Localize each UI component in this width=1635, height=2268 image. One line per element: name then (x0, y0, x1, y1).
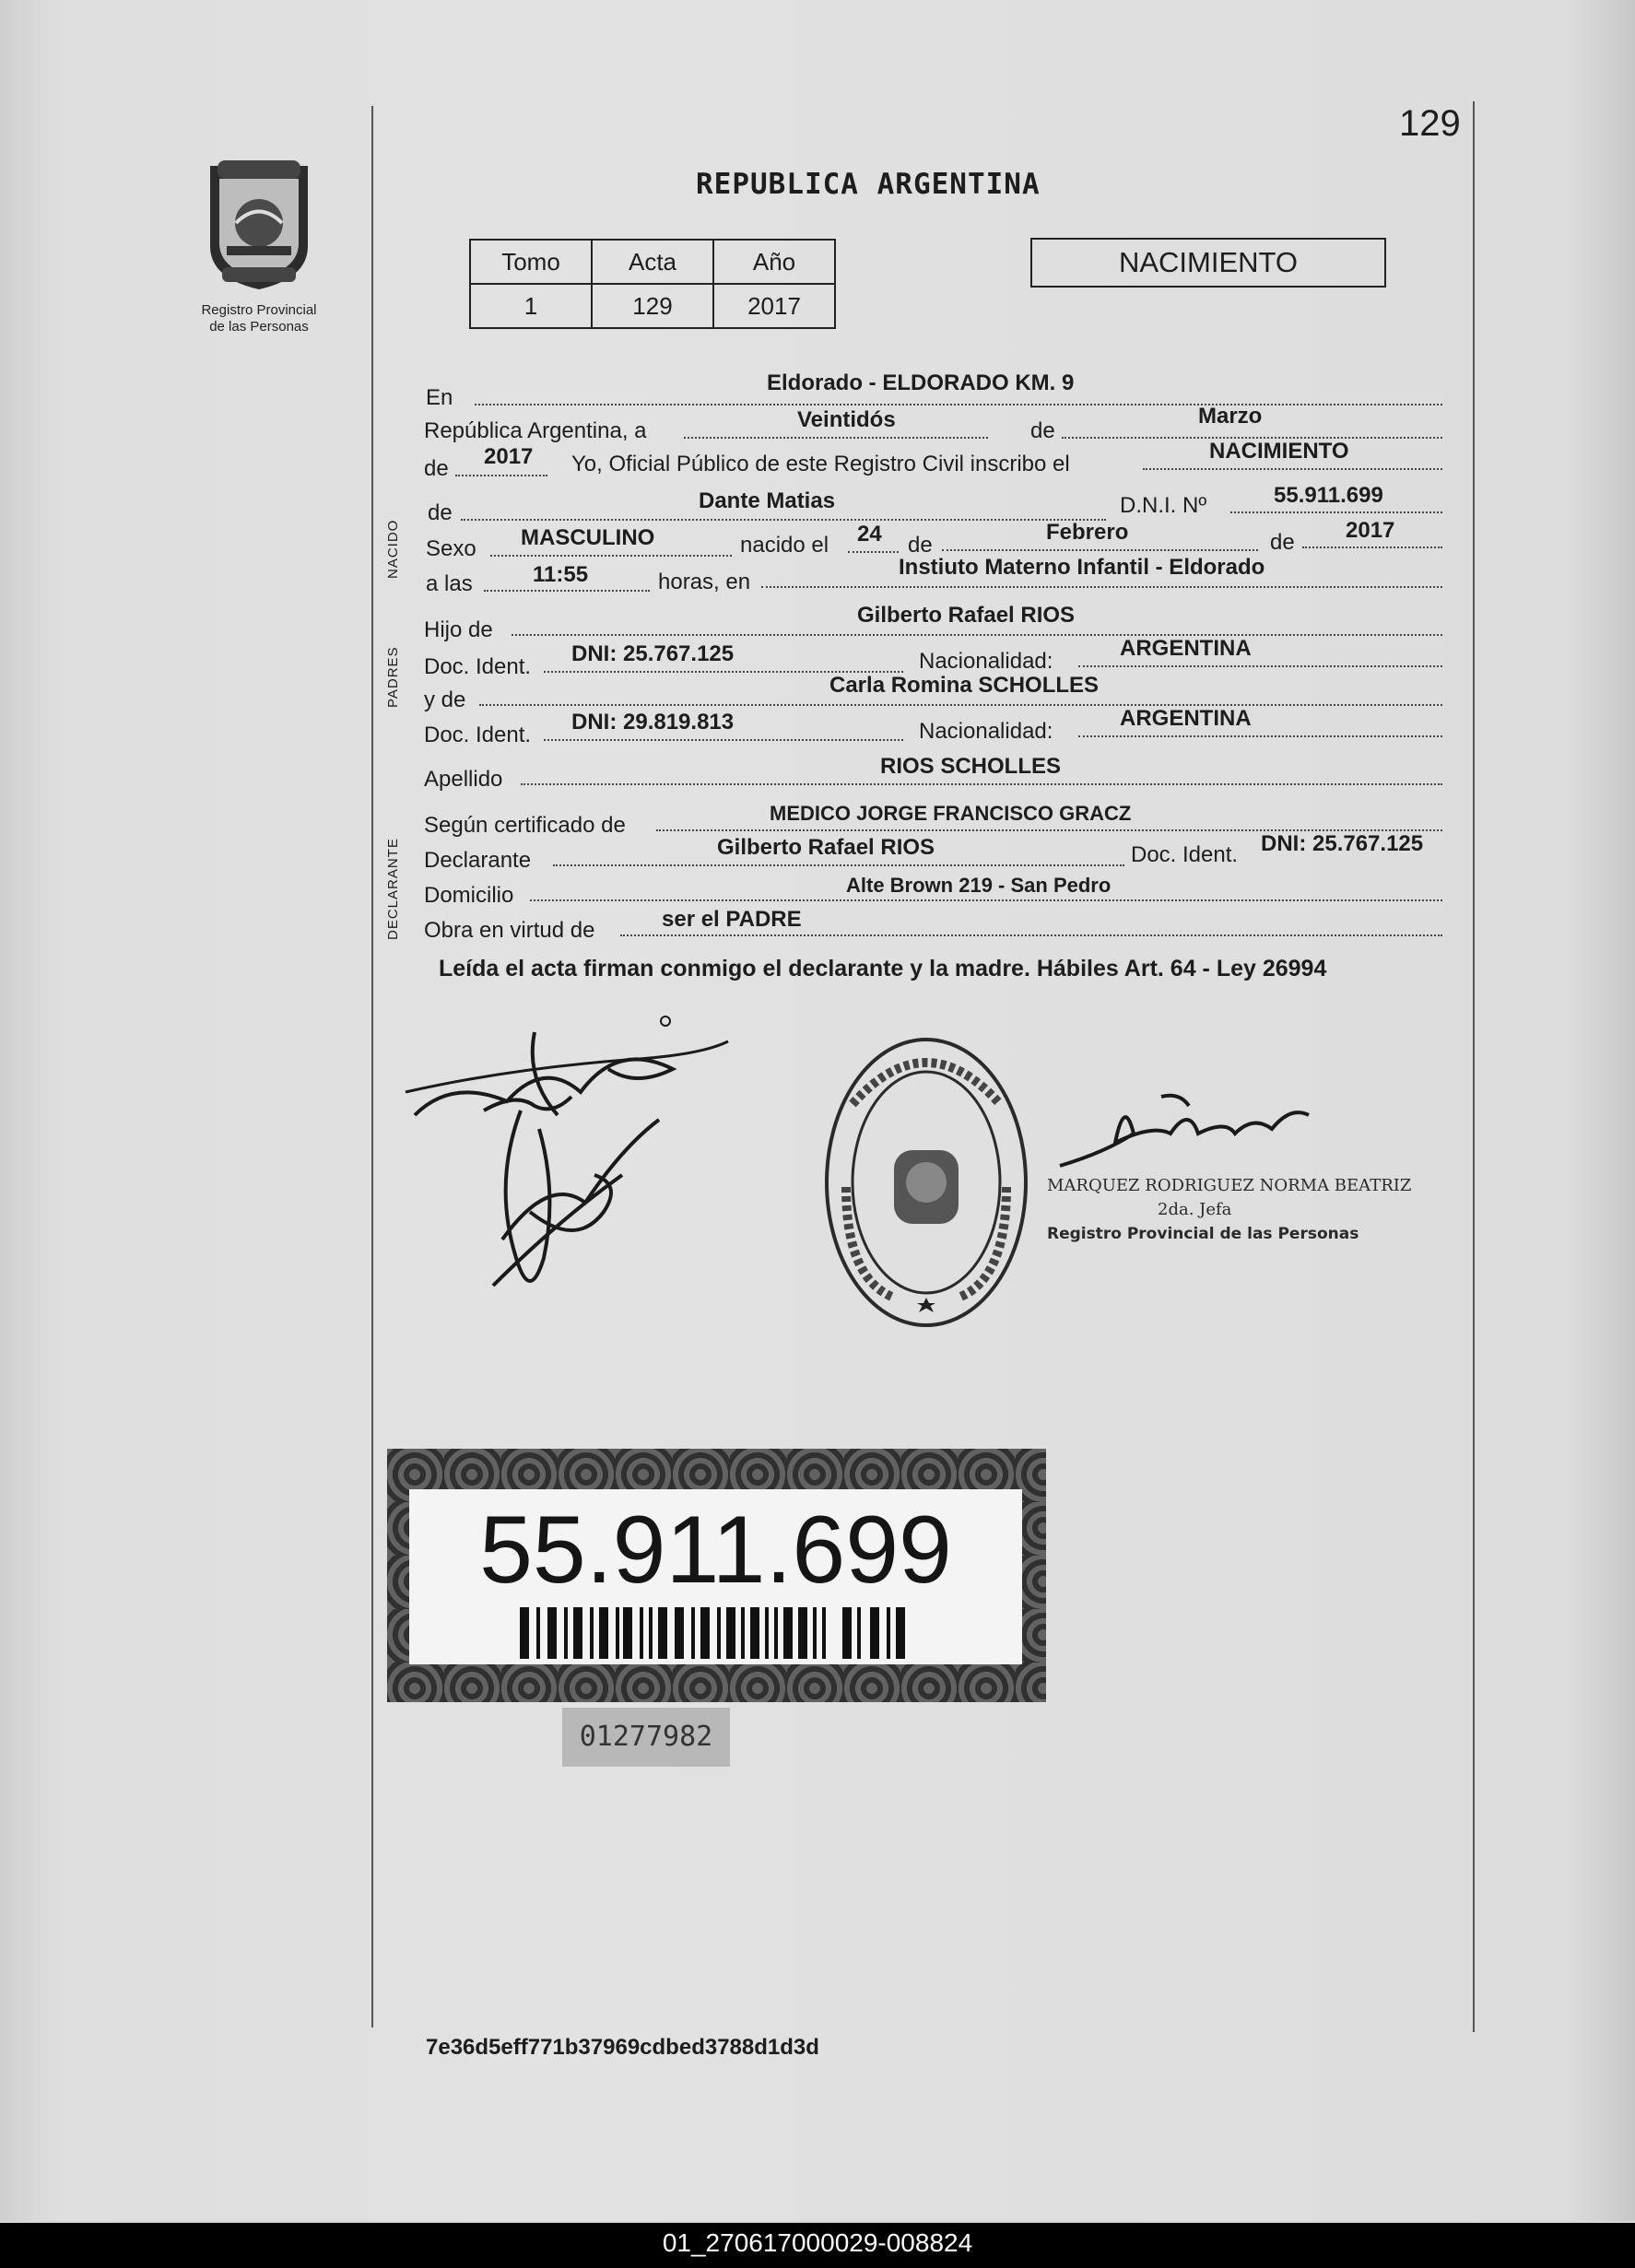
value-name: Dante Matias (699, 488, 836, 513)
label-y-de: y de (424, 687, 466, 712)
left-margin-line (371, 106, 373, 2027)
value-address: Alte Brown 219 - San Pedro (846, 874, 1112, 897)
label-domicilio: Domicilio (424, 883, 514, 908)
dotted-line (484, 590, 650, 592)
label-hijo-de: Hijo de (424, 617, 493, 642)
value-surname: RIOS SCHOLLES (880, 754, 1062, 779)
label-nacido-el: nacido el (740, 533, 829, 558)
dotted-line (620, 934, 1442, 936)
label-a-las: a las (426, 571, 473, 596)
label-republica: República Argentina, a (424, 418, 647, 443)
dotted-line (490, 555, 732, 557)
value-father-doc: DNI: 25.767.125 (571, 641, 735, 666)
label-de: de (908, 533, 933, 558)
value-day-words: Veintidós (797, 407, 896, 432)
record-table-cell: 1 (470, 284, 592, 328)
dotted-line (1302, 546, 1442, 548)
document-hash: 7e36d5eff771b37969cdbed3788d1d3d (426, 2035, 819, 2060)
label-en: En (426, 385, 453, 410)
side-label-nacido: NACIDO (385, 519, 401, 579)
side-label-padres: PADRES (385, 646, 401, 708)
record-table-header: Tomo (470, 240, 592, 284)
official-office: Registro Provincial de las Personas (1047, 1225, 1359, 1243)
dotted-line (461, 519, 1106, 521)
side-label-declarante: DECLARANTE (385, 838, 401, 940)
value-birth-year: 2017 (1346, 518, 1395, 543)
value-sex: MASCULINO (521, 525, 655, 550)
label-officer-text: Yo, Oficial Público de este Registro Civil inscribo el (571, 452, 1070, 476)
barcode-number: 55.911.699 (479, 1497, 952, 1604)
value-month: Marzo (1198, 404, 1263, 429)
label-horas: horas, en (658, 570, 751, 594)
value-birth-month: Febrero (1046, 520, 1129, 545)
dotted-line (684, 437, 988, 439)
mother-signature (465, 1074, 687, 1313)
dotted-line (521, 783, 1442, 785)
value-mother-nationality: ARGENTINA (1120, 706, 1252, 731)
value-year: 2017 (484, 444, 534, 469)
label-doc-ident: Doc. Ident. (1131, 842, 1239, 867)
dotted-line (553, 864, 1124, 866)
label-nacionalidad: Nacionalidad: (919, 719, 1053, 744)
official-role: 2da. Jefa (1158, 1200, 1232, 1219)
barcode-sticker (387, 1449, 1046, 1702)
value-declarant: Gilberto Rafael RIOS (717, 835, 935, 860)
dotted-line (512, 634, 1442, 636)
logo-caption (171, 302, 347, 335)
official-stamp (820, 1030, 1032, 1334)
dotted-line (1078, 735, 1442, 737)
value-birth-place: Instiuto Materno Infantil - Eldorado (899, 555, 1265, 580)
province-logo (199, 159, 319, 292)
closing-statement: Leída el acta firman conmigo el declarante y la madre. Hábiles Art. 64 - Ley 26994 (439, 956, 1327, 981)
value-birth-day: 24 (857, 522, 882, 546)
label-apellido: Apellido (424, 767, 503, 792)
label-de: de (1270, 530, 1295, 555)
official-name (1047, 1174, 1411, 1246)
dotted-line (455, 475, 547, 476)
footer-id: 01_270617000029-008824 (0, 2223, 1635, 2268)
dotted-line (475, 404, 1442, 405)
value-act-type: NACIMIENTO (1209, 439, 1349, 464)
record-table-header: Año (713, 240, 835, 284)
record-table (469, 239, 836, 329)
value-mother-doc: DNI: 29.819.813 (571, 710, 735, 734)
dotted-line (942, 549, 1258, 551)
label-segun-certificado: Según certificado de (424, 813, 626, 838)
province-seal-icon (199, 159, 319, 292)
label-declarante: Declarante (424, 848, 532, 873)
value-capacity: ser el PADRE (662, 907, 802, 932)
page-number: 129 (1399, 103, 1461, 144)
label-doc-ident: Doc. Ident. (424, 723, 532, 747)
record-table-value-row (470, 284, 835, 328)
control-number: 01277982 (562, 1708, 730, 1767)
official-name-line: MARQUEZ RODRIGUEZ NORMA BEATRIZ (1047, 1176, 1412, 1195)
sticker-inner-panel (409, 1489, 1022, 1664)
official-signature (1051, 1078, 1327, 1180)
dotted-line (1230, 511, 1442, 513)
dotted-line (479, 704, 1442, 706)
value-declarant-doc: DNI: 25.767.125 (1261, 831, 1424, 856)
value-father: Gilberto Rafael RIOS (857, 603, 1076, 628)
dotted-line (1078, 665, 1442, 667)
document-title: REPUBLICA ARGENTINA (696, 168, 1041, 201)
label-doc-ident: Doc. Ident. (424, 654, 532, 679)
logo-caption-line1: Registro Provincial (201, 302, 317, 318)
dotted-line (530, 899, 1442, 901)
label-dni: D.N.I. Nº (1120, 493, 1207, 518)
dotted-line (848, 551, 899, 553)
right-margin-line (1473, 101, 1475, 2032)
value-birth-time: 11:55 (533, 562, 589, 587)
record-table-cell: 2017 (713, 284, 835, 328)
value-place: Eldorado - ELDORADO KM. 9 (767, 370, 1075, 395)
record-type-box: NACIMIENTO (1030, 238, 1386, 288)
label-de: de (424, 456, 449, 481)
label-de: de (1030, 418, 1055, 443)
label-nacionalidad: Nacionalidad: (919, 649, 1053, 674)
barcode-icon (520, 1607, 907, 1659)
logo-caption-line2: de las Personas (209, 319, 309, 335)
value-certificate-by: MEDICO JORGE FRANCISCO GRACZ (770, 802, 1132, 825)
label-sexo: Sexo (426, 536, 476, 561)
record-table-header-row (470, 240, 835, 284)
label-de: de (428, 500, 453, 525)
record-table-header: Acta (592, 240, 713, 284)
value-father-nationality: ARGENTINA (1120, 636, 1252, 661)
value-mother: Carla Romina SCHOLLES (829, 673, 1100, 698)
record-table-cell: 129 (592, 284, 713, 328)
label-obra-en-virtud: Obra en virtud de (424, 918, 595, 943)
dotted-line (761, 586, 1442, 588)
dotted-line (1143, 468, 1442, 470)
dotted-line (544, 739, 903, 741)
value-dni: 55.911.699 (1274, 483, 1383, 508)
